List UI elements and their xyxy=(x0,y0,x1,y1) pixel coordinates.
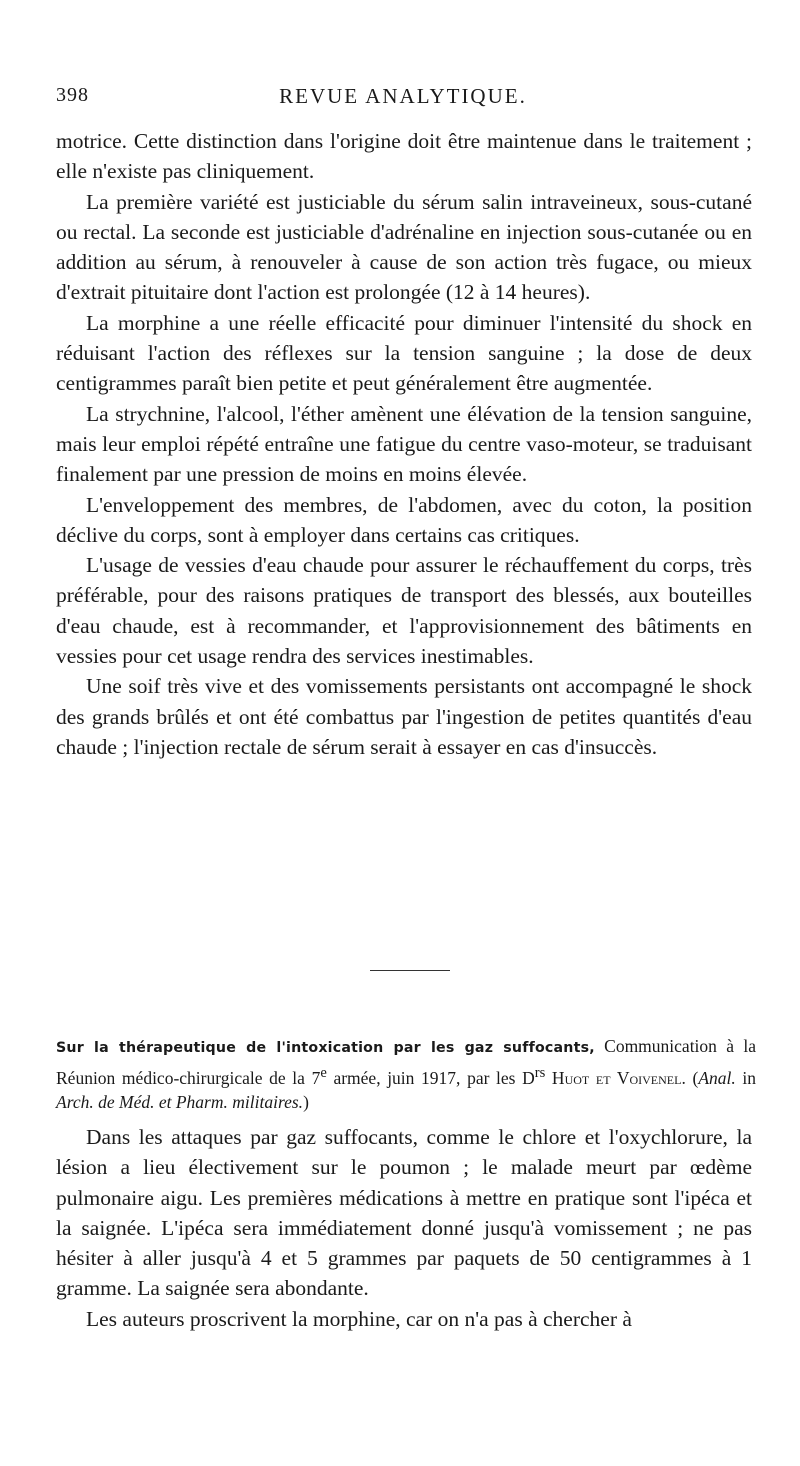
page-header xyxy=(56,84,750,114)
paragraph: La strychnine, l'alcool, l'éther amènent une élévation de la tension sanguine, mais leur emploi répété entraîne une fatigue du centre vaso-moteur, se traduisant finalement par une pression de moins en moins élevée. xyxy=(56,401,752,487)
superscript: e xyxy=(320,1064,327,1081)
superscript: rs xyxy=(534,1064,546,1081)
article-venue: Communication à la Réunion médico-chirurgicale de la 7 xyxy=(56,1036,756,1088)
article-venue-cont: armée, juin 1917, par les D xyxy=(326,1067,535,1088)
paragraph: La morphine a une réelle efficacité pour diminuer l'intensité du shock en réduisant l'action des réflexes sur la tension sanguine ; la dose de deux centigrammes paraît bien petite et peut généralement être augmentée. xyxy=(56,310,752,396)
article-title: Sur la thérapeutique de l'intoxication par les gaz suffocants, xyxy=(56,1040,595,1056)
paragraph: Dans les attaques par gaz suffocants, comme le chlore et l'oxychlorure, la lésion a lieu électivement sur le poumon ; le malade meurt par œdème pulmonaire aigu. Les premières médications à mettre en pratique sont l'ipéca et la saignée. L'ipéca sera immédiatement donné jusqu'à vomissement ; ne pas hésiter à aller jusqu'à 4 et 5 grammes par paquets de 50 centigrammes à 1 gramme. La saignée sera abondante. xyxy=(56,1125,752,1301)
paren-open: ( xyxy=(685,1067,699,1088)
article-authors: Huot et Voivenel. xyxy=(545,1067,686,1088)
page-number: 398 xyxy=(56,84,89,106)
paren-close: ) xyxy=(303,1091,309,1112)
article-reference xyxy=(56,1034,756,1114)
paragraph: Les auteurs proscrivent la morphine, car on n'a pas à chercher à xyxy=(86,1306,632,1331)
running-title: REVUE ANALYTIQUE. xyxy=(279,84,527,108)
source-anal: Anal. xyxy=(698,1067,736,1088)
article-body xyxy=(56,1122,752,1334)
source-in: in xyxy=(735,1067,756,1088)
section-divider xyxy=(370,970,450,971)
paragraph: L'usage de vessies d'eau chaude pour assurer le réchauffement du corps, très préférable, pour des raisons pratiques de transport des blessés, aux bouteilles d'eau chaude, est à recommander, et l'approvisionnement des bâtiments en vessies pour cet usage rendra des services inestimables. xyxy=(56,553,752,669)
paragraph: La première variété est justiciable du sérum salin intraveineux, sous-cutané ou rectal. La seconde est justiciable d'adrénaline en injection sous-cutanée ou en addition au sérum, à renouveler à cause de son action très fugace, ou mieux d'extrait pituitaire dont l'action est prolongée (12 à 14 heures). xyxy=(56,189,752,305)
paragraph: L'enveloppement des membres, de l'abdomen, avec du coton, la position déclive du corps, sont à employer dans certains cas critiques. xyxy=(56,492,752,547)
source-journal: Arch. de Méd. et Pharm. militaires. xyxy=(56,1091,304,1112)
paragraph: motrice. Cette distinction dans l'origine doit être maintenue dans le traitement ; elle n'existe pas cliniquement. xyxy=(56,129,752,184)
paragraph: Une soif très vive et des vomissements persistants ont accompagné le shock des grands brûlés et ont été combattus par l'ingestion de petites quantités d'eau chaude ; l'injection rectale de sérum serait à essayer en cas d'insuccès. xyxy=(56,674,752,759)
main-text xyxy=(56,126,752,762)
